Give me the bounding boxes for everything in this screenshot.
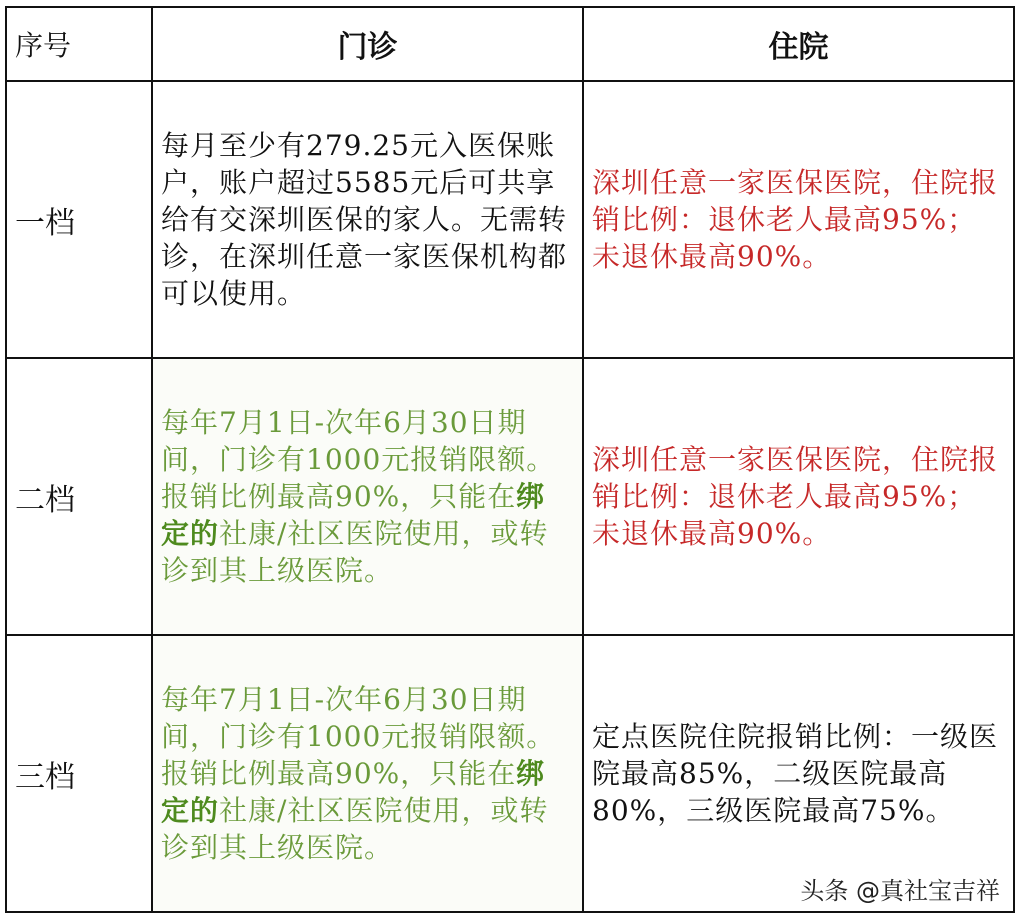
tier-label: 一档 bbox=[6, 81, 152, 358]
table-row bbox=[6, 358, 1014, 635]
watermark: 头条 @真社宝吉祥 bbox=[800, 871, 1000, 906]
header-seq: 序号 bbox=[6, 7, 152, 81]
inpatient-text: 深圳任意一家医保医院，住院报销比例：退休老人最高95%；未退休最高90%。 bbox=[592, 166, 999, 273]
outpatient-text-part: 社康/社区医院使用，或转诊到其上级医院。 bbox=[161, 794, 549, 864]
outpatient-emphasis: 绑定的 bbox=[161, 480, 546, 550]
outpatient-text: 每月至少有279.25元入医保账户，账户超过5585元后可共享给有交深圳医保的家人。无需转诊，在深圳任意一家医保机构都可以使用。 bbox=[161, 129, 568, 310]
inpatient-text: 深圳任意一家医保医院，住院报销比例：退休老人最高95%；未退休最高90%。 bbox=[592, 443, 999, 550]
outpatient-cell bbox=[152, 635, 583, 912]
header-outpatient: 门诊 bbox=[152, 7, 583, 81]
outpatient-emphasis: 绑定的 bbox=[161, 757, 546, 827]
inpatient-cell bbox=[583, 81, 1014, 358]
header-inpatient: 住院 bbox=[583, 7, 1014, 81]
tier-label: 二档 bbox=[6, 358, 152, 635]
tier-label: 三档 bbox=[6, 635, 152, 912]
outpatient-text-part: 社康/社区医院使用，或转诊到其上级医院。 bbox=[161, 517, 549, 587]
insurance-tier-table bbox=[5, 6, 1015, 913]
table-header-row bbox=[6, 7, 1014, 81]
table-row bbox=[6, 81, 1014, 358]
outpatient-text-part: 每年7月1日-次年6月30日期间，门诊有1000元报销限额。报销比例最高90%，只能在 bbox=[161, 406, 556, 513]
outpatient-text-part: 每年7月1日-次年6月30日期间，门诊有1000元报销限额。报销比例最高90%，只能在 bbox=[161, 683, 556, 790]
outpatient-text bbox=[161, 681, 574, 866]
inpatient-text: 定点医院住院报销比例：一级医院最高85%，二级医院最高80%，三级医院最高75%。 bbox=[592, 720, 999, 827]
outpatient-cell bbox=[152, 81, 583, 358]
outpatient-cell bbox=[152, 358, 583, 635]
inpatient-cell bbox=[583, 358, 1014, 635]
outpatient-text bbox=[161, 404, 574, 589]
